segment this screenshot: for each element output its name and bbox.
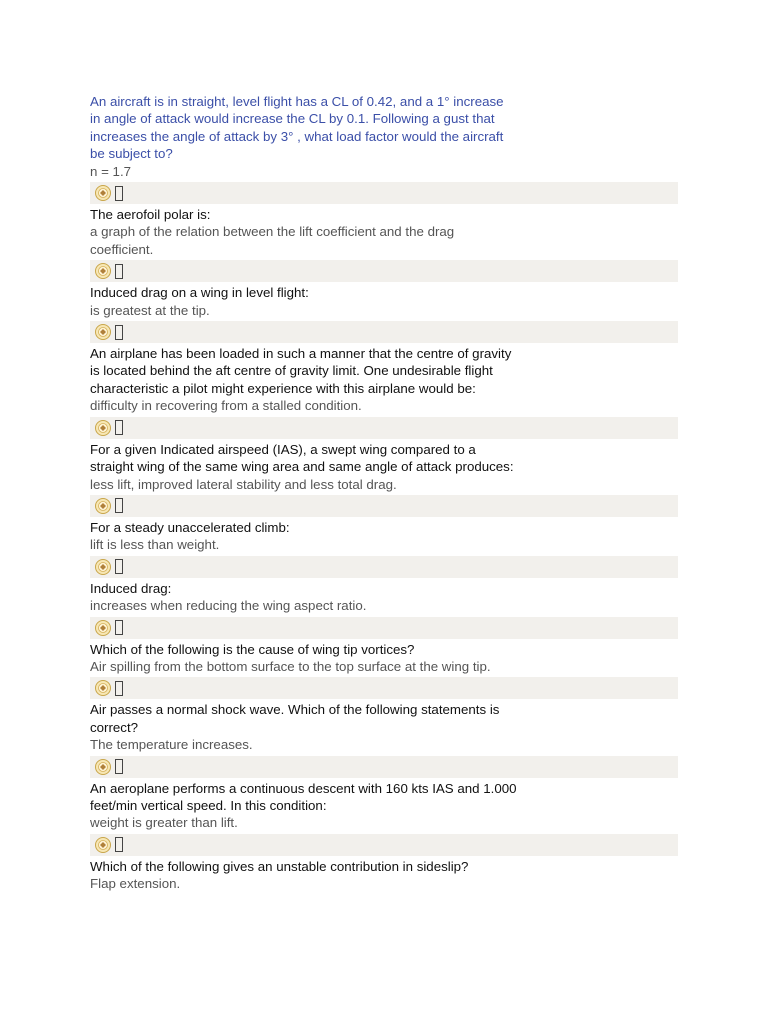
box-icon bbox=[115, 620, 123, 635]
answer-text: increases when reducing the wing aspect ratio. bbox=[90, 598, 367, 614]
badge-icon bbox=[93, 497, 113, 515]
question-text: Air passes a normal shock wave. Which of the following statements is correct? bbox=[90, 702, 500, 735]
item-divider bbox=[90, 834, 678, 856]
badge-icon bbox=[93, 262, 113, 280]
item-divider bbox=[90, 182, 678, 204]
badge-icon bbox=[93, 619, 113, 637]
badge-icon bbox=[93, 679, 113, 697]
item-divider bbox=[90, 617, 678, 639]
qa-item bbox=[90, 780, 678, 832]
answer-text: lift is less than weight. bbox=[90, 537, 220, 553]
box-icon bbox=[115, 837, 123, 852]
divider-icons bbox=[93, 758, 123, 776]
divider-icons bbox=[93, 836, 123, 854]
qa-item bbox=[90, 93, 678, 180]
question-text: Induced drag: bbox=[90, 580, 172, 596]
item-divider bbox=[90, 495, 678, 517]
box-icon bbox=[115, 420, 123, 435]
answer-text: difficulty in recovering from a stalled condition. bbox=[90, 398, 362, 414]
qa-item bbox=[90, 441, 678, 493]
badge-icon bbox=[93, 323, 113, 341]
divider-icons bbox=[93, 323, 123, 341]
question-text: Which of the following is the cause of wing tip vortices? bbox=[90, 641, 415, 657]
question-text: The aerofoil polar is: bbox=[90, 207, 211, 223]
qa-item bbox=[90, 701, 678, 753]
item-divider bbox=[90, 756, 678, 778]
divider-icons bbox=[93, 497, 123, 515]
divider-icons bbox=[93, 619, 123, 637]
badge-icon bbox=[93, 836, 113, 854]
question-text: An aircraft is in straight, level flight has a CL of 0.42, and a 1° increase in angle of attack would increase the CL by 0.1. Following a gust that increases the angle of attack by 3° , what load factor would the aircraft be subject to? bbox=[90, 94, 504, 162]
item-divider bbox=[90, 260, 678, 282]
question-text: For a given Indicated airspeed (IAS), a swept wing compared to a straight wing of the same wing area and same angle of attack produces: bbox=[90, 441, 514, 475]
question-text: An airplane has been loaded in such a manner that the centre of gravity is located behind the aft centre of gravity limit. One undesirable flight characteristic a pilot might experience with this airplane would be: bbox=[90, 346, 512, 396]
item-divider bbox=[90, 677, 678, 699]
badge-icon bbox=[93, 419, 113, 437]
badge-icon bbox=[93, 184, 113, 202]
box-icon bbox=[115, 264, 123, 279]
box-icon bbox=[115, 325, 123, 340]
divider-icons bbox=[93, 262, 123, 280]
badge-icon bbox=[93, 758, 113, 776]
question-text: Which of the following gives an unstable contribution in sideslip? bbox=[90, 858, 469, 874]
divider-icons bbox=[93, 679, 123, 697]
answer-text: is greatest at the tip. bbox=[90, 302, 210, 318]
question-text: Induced drag on a wing in level flight: bbox=[90, 285, 309, 301]
question-text: An aeroplane performs a continuous descent with 160 kts IAS and 1.000 feet/min vertical speed. In this condition: bbox=[90, 780, 517, 813]
divider-icons bbox=[93, 184, 123, 202]
badge-icon bbox=[93, 558, 113, 576]
item-divider bbox=[90, 556, 678, 578]
qa-document bbox=[90, 93, 678, 893]
qa-item bbox=[90, 519, 678, 554]
answer-text: n = 1.7 bbox=[90, 163, 132, 179]
qa-item bbox=[90, 641, 678, 676]
qa-item bbox=[90, 858, 678, 893]
box-icon bbox=[115, 681, 123, 696]
box-icon bbox=[115, 498, 123, 513]
answer-text: less lift, improved lateral stability and less total drag. bbox=[90, 476, 397, 492]
item-divider bbox=[90, 417, 678, 439]
answer-text: The temperature increases. bbox=[90, 737, 253, 753]
divider-icons bbox=[93, 558, 123, 576]
question-text: For a steady unaccelerated climb: bbox=[90, 519, 290, 535]
box-icon bbox=[115, 559, 123, 574]
box-icon bbox=[115, 186, 123, 201]
answer-text: a graph of the relation between the lift coefficient and the drag coefficient. bbox=[90, 224, 455, 257]
qa-item bbox=[90, 580, 678, 615]
answer-text: Flap extension. bbox=[90, 876, 181, 892]
answer-text: weight is greater than lift. bbox=[90, 815, 238, 831]
item-divider bbox=[90, 321, 678, 343]
divider-icons bbox=[93, 419, 123, 437]
box-icon bbox=[115, 759, 123, 774]
qa-item bbox=[90, 284, 678, 319]
qa-item bbox=[90, 345, 678, 415]
qa-item bbox=[90, 206, 678, 258]
answer-text: Air spilling from the bottom surface to the top surface at the wing tip. bbox=[90, 658, 491, 674]
